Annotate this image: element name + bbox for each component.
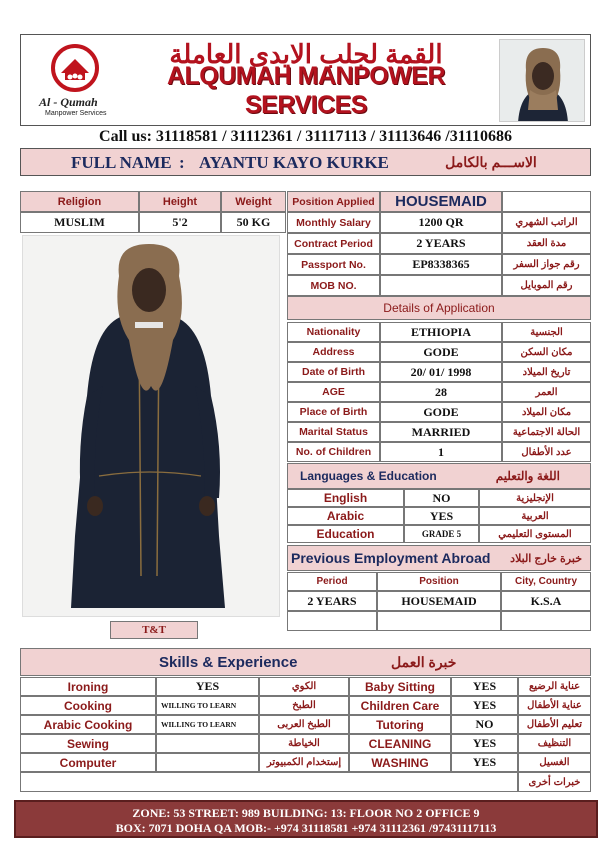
employment-country: [501, 611, 591, 631]
top-row-label: Contract Period: [287, 233, 380, 254]
languages-title-bar: [287, 463, 591, 489]
top-row-value: EP8338365: [380, 254, 502, 275]
employment-title: Previous Employment Abroad: [291, 550, 491, 566]
top-row-value: 1200 QR: [380, 212, 502, 233]
detail-value: 20/ 01/ 1998: [380, 362, 502, 382]
detail-label-arabic: الحالة الاجتماعية: [502, 422, 591, 442]
detail-label: AGE: [287, 382, 380, 402]
detail-label: Nationality: [287, 322, 380, 342]
weight-value: 50 KG: [221, 212, 286, 233]
logo-subtitle: Manpower Services: [45, 110, 107, 117]
logo-icon: [45, 43, 105, 93]
skill-label: Arabic Cooking: [20, 715, 156, 734]
top-row-label-arabic: مدة العقد: [502, 233, 591, 254]
skill-value: [156, 753, 259, 772]
skill-label-arabic: التنظيف: [518, 734, 591, 753]
detail-label: Date of Birth: [287, 362, 380, 382]
employment-period-header: Period: [287, 572, 377, 591]
skill-label: Baby Sitting: [349, 677, 451, 696]
position-applied-label: Position Applied: [287, 191, 380, 212]
employment-title-bar: [287, 545, 591, 571]
footer-address-line1: ZONE: 53 STREET: 989 BUILDING: 13: FLOOR NO 2 OFFICE 9: [132, 806, 480, 820]
candidate-photo: [22, 235, 280, 617]
full-name-label-arabic: الاســـم بالكامل: [445, 154, 537, 170]
detail-value: GODE: [380, 402, 502, 422]
detail-value: GODE: [380, 342, 502, 362]
detail-label-arabic: مكان الميلاد: [502, 402, 591, 422]
header-box: [20, 34, 591, 126]
employment-period: 2 YEARS: [287, 591, 377, 611]
full-name-bar: [20, 148, 591, 176]
skill-label-arabic: عناية الرضيع: [518, 677, 591, 696]
skill-label: Children Care: [349, 696, 451, 715]
language-label: Education: [287, 525, 404, 543]
detail-label: Address: [287, 342, 380, 362]
language-label-arabic: الإنجليزية: [479, 489, 591, 507]
religion-header: Religion: [20, 191, 139, 212]
portrait-image: [500, 40, 585, 122]
details-title: Details of Application: [287, 296, 591, 320]
photo-caption: T&T: [110, 621, 198, 639]
skill-label-arabic: عناية الأطفال: [518, 696, 591, 715]
employment-position: [377, 611, 501, 631]
detail-label-arabic: عدد الأطفال: [502, 442, 591, 462]
skill-label: CLEANING: [349, 734, 451, 753]
skills-title-arabic: خبرة العمل: [391, 653, 457, 670]
languages-title: Languages & Education: [300, 469, 437, 483]
skill-value: YES: [451, 677, 518, 696]
weight-header: Weight: [221, 191, 286, 212]
detail-value: 28: [380, 382, 502, 402]
skill-label-arabic: الطبخ: [259, 696, 349, 715]
top-row-label-arabic: رقم جواز السفر: [502, 254, 591, 275]
detail-label: Marital Status: [287, 422, 380, 442]
top-row-label-arabic: الراتب الشهري: [502, 212, 591, 233]
company-title-english: ALQUMAH MANPOWER SERVICES: [166, 62, 446, 119]
language-label: English: [287, 489, 404, 507]
candidate-photo-image: [23, 236, 280, 617]
detail-label: Place of Birth: [287, 402, 380, 422]
skill-label: Computer: [20, 753, 156, 772]
position-applied-value: HOUSEMAID: [380, 191, 502, 212]
skill-label-arabic: الخياطة: [259, 734, 349, 753]
detail-label-arabic: العمر: [502, 382, 591, 402]
footer-address-line2: BOX: 7071 DOHA QA MOB:- +974 31118581 +974 31112361 /97431117113: [115, 821, 497, 835]
detail-value: ETHIOPIA: [380, 322, 502, 342]
footer-address-bar: [14, 800, 598, 838]
top-row-value: [380, 275, 502, 296]
detail-label: No. of Children: [287, 442, 380, 462]
other-skills-blank: [20, 772, 518, 792]
top-row-label: Monthly Salary: [287, 212, 380, 233]
skill-value: YES: [451, 734, 518, 753]
height-header: Height: [139, 191, 221, 212]
top-row-label: Passport No.: [287, 254, 380, 275]
contact-phones: Call us: 31118581 / 31112361 / 31117113 / 31113646 /31110686: [99, 128, 512, 145]
other-skills-label-arabic: خبرات أخرى: [518, 772, 591, 792]
height-value: 5'2: [139, 212, 221, 233]
logo-name: Al - Qumah: [39, 95, 98, 109]
skill-label-arabic: الكوي: [259, 677, 349, 696]
skill-label: Cooking: [20, 696, 156, 715]
employment-country-header: City, Country: [501, 572, 591, 591]
header-portrait: [499, 39, 585, 122]
skills-title: Skills & Experience: [159, 653, 298, 671]
skill-value: YES: [156, 677, 259, 696]
top-row-label: MOB NO.: [287, 275, 380, 296]
skill-label-arabic: تعليم الأطفال: [518, 715, 591, 734]
language-value: NO: [404, 489, 479, 507]
language-label: Arabic: [287, 507, 404, 525]
language-label-arabic: العربية: [479, 507, 591, 525]
full-name-value: AYANTU KAYO KURKE: [199, 153, 389, 172]
employment-position: HOUSEMAID: [377, 591, 501, 611]
position-applied-spare: [502, 191, 591, 212]
skill-label: Tutoring: [349, 715, 451, 734]
company-title-arabic: القمة لجلب الايدى العاملة: [169, 38, 443, 69]
detail-label-arabic: الجنسية: [502, 322, 591, 342]
skill-label: Sewing: [20, 734, 156, 753]
employment-title-arabic: خبرة خارج البلاد: [510, 552, 582, 565]
language-value: YES: [404, 507, 479, 525]
skill-label-arabic: إستخدام الكمبيوتر: [259, 753, 349, 772]
skill-value: NO: [451, 715, 518, 734]
language-label-arabic: المستوى التعليمي: [479, 525, 591, 543]
skills-title-bar: [20, 648, 591, 676]
full-name-label: FULL NAME: [71, 153, 172, 172]
detail-label-arabic: تاريخ الميلاد: [502, 362, 591, 382]
skill-label: WASHING: [349, 753, 451, 772]
skill-value: WILLING TO LEARN: [156, 715, 259, 734]
skill-value: YES: [451, 696, 518, 715]
languages-title-arabic: اللغة والتعليم: [495, 469, 560, 483]
top-row-value: 2 YEARS: [380, 233, 502, 254]
language-value: GRADE 5: [404, 525, 479, 543]
full-name-colon: :: [179, 153, 185, 172]
skill-label-arabic: الغسيل: [518, 753, 591, 772]
employment-period: [287, 611, 377, 631]
employment-country: K.S.A: [501, 591, 591, 611]
detail-value: 1: [380, 442, 502, 462]
company-logo: [35, 43, 119, 121]
detail-value: MARRIED: [380, 422, 502, 442]
skill-label: Ironing: [20, 677, 156, 696]
skill-value: [156, 734, 259, 753]
skill-value: WILLING TO LEARN: [156, 696, 259, 715]
skill-label-arabic: الطبخ العربى: [259, 715, 349, 734]
religion-value: MUSLIM: [20, 212, 139, 233]
top-row-label-arabic: رقم الموبايل: [502, 275, 591, 296]
detail-label-arabic: مكان السكن: [502, 342, 591, 362]
employment-position-header: Position: [377, 572, 501, 591]
skill-value: YES: [451, 753, 518, 772]
